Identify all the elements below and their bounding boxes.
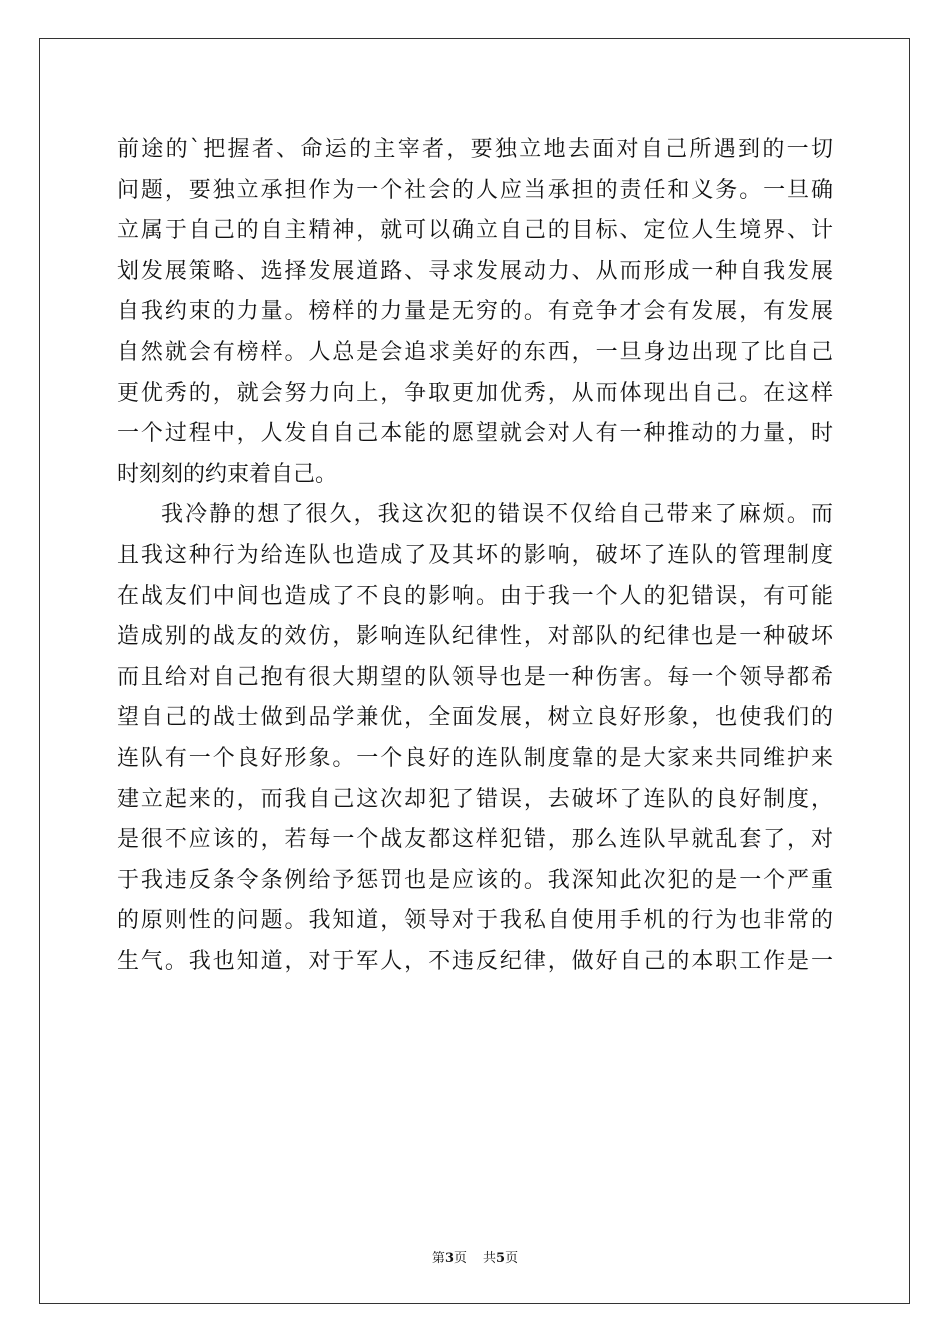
page-number: 3 bbox=[444, 1251, 454, 1266]
text-line: 自然就会有榜样。人总是会追求美好的东西，一旦身边出现了比自己 bbox=[117, 339, 833, 365]
paragraph-1 bbox=[117, 130, 833, 495]
total-pages: 5 bbox=[496, 1251, 506, 1266]
text-line: 立属于自己的自主精神，就可以确立自己的目标、定位人生境界、计 bbox=[117, 218, 833, 244]
text-line: 生气。我也知道，对于军人，不违反纪律，做好自己的本职工作是一 bbox=[117, 948, 833, 974]
page-prefix: 第 bbox=[431, 1251, 445, 1266]
text-line: 时刻刻的约束着自己。 bbox=[117, 461, 338, 487]
text-line: 建立起来的，而我自己这次却犯了错误，去破坏了连队的良好制度， bbox=[117, 786, 833, 812]
page-suffix: 页 bbox=[453, 1251, 467, 1266]
text-line: 连队有一个良好形象。一个良好的连队制度靠的是大家来共同维护来 bbox=[117, 745, 833, 771]
text-line: 划发展策略、选择发展道路、寻求发展动力、从而形成一种自我发展 bbox=[117, 258, 833, 284]
total-prefix: 共 bbox=[483, 1251, 497, 1266]
text-line: 前途的`把握者、命运的主宰者，要独立地去面对自己所遇到的一切 bbox=[117, 137, 833, 162]
paragraph-2 bbox=[117, 495, 833, 982]
text-line: 且我这种行为给连队也造成了及其坏的影响，破坏了连队的管理制度 bbox=[117, 542, 833, 568]
text-line: 一个过程中，人发自自己本能的愿望就会对人有一种推动的力量，时 bbox=[117, 421, 833, 447]
text-line: 问题，要独立承担作为一个社会的人应当承担的责任和义务。一旦确 bbox=[117, 177, 833, 203]
page-footer bbox=[0, 1247, 950, 1266]
text-line: 而且给对自己抱有很大期望的队领导也是一种伤害。每一个领导都希 bbox=[117, 664, 833, 690]
text-line: 自我约束的力量。榜样的力量是无穷的。有竞争才会有发展，有发展 bbox=[117, 299, 833, 325]
text-line: 的原则性的问题。我知道，领导对于我私自使用手机的行为也非常的 bbox=[117, 908, 833, 934]
text-line: 在战友们中间也造成了不良的影响。由于我一个人的犯错误，有可能 bbox=[117, 583, 833, 609]
total-suffix: 页 bbox=[505, 1251, 519, 1266]
text-line: 我冷静的想了很久，我这次犯的错误不仅给自己带来了麻烦。而 bbox=[161, 502, 833, 528]
document-body bbox=[117, 130, 833, 982]
text-line: 造成别的战友的效仿，影响连队纪律性，对部队的纪律也是一种破坏 bbox=[117, 624, 833, 650]
text-line: 于我违反条令条例给予惩罚也是应该的。我深知此次犯的是一个严重 bbox=[117, 867, 833, 893]
text-line: 望自己的战士做到品学兼优，全面发展，树立良好形象，也使我们的 bbox=[117, 705, 833, 731]
text-line: 是很不应该的，若每一个战友都这样犯错，那么连队早就乱套了，对 bbox=[117, 827, 833, 853]
text-line: 更优秀的，就会努力向上，争取更加优秀，从而体现出自己。在这样 bbox=[117, 380, 833, 406]
